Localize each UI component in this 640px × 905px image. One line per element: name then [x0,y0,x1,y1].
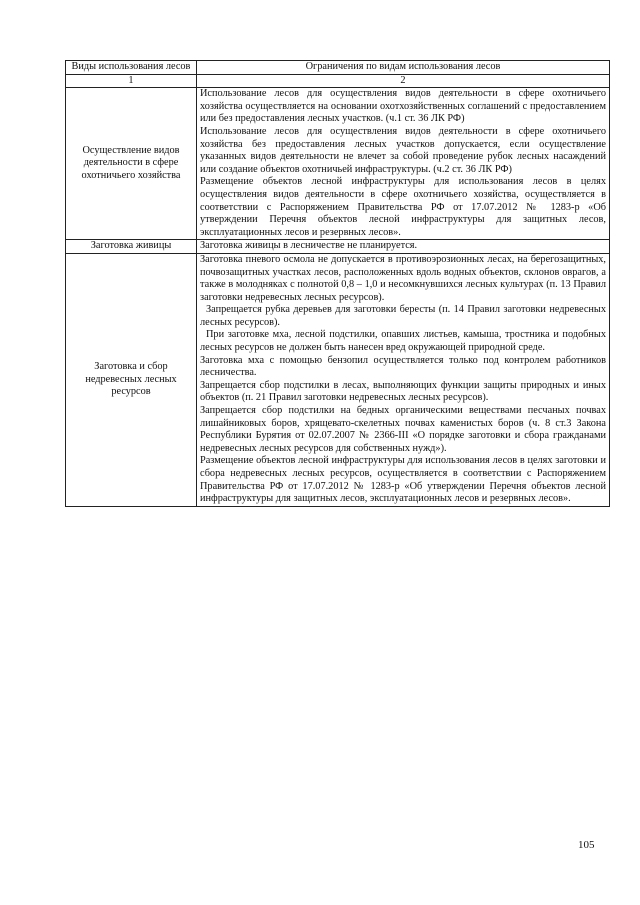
header-forest-use-types: Виды использования лесов [66,61,197,75]
row-type-resin: Заготовка живицы [66,240,197,254]
row-type-non-timber: Заготовка и сбор недревесных лесных ресурсов [66,253,197,506]
column-number-1: 1 [66,74,197,88]
row-restrictions-resin [197,240,610,254]
restriction-paragraph: Размещение объектов лесной инфраструктуры для использования лесов в целях заготовки и сбора недревесных лесных ресурсов, осуществляется в соответствии с Распоряжением Правительства РФ от 17.07.2012 № 1283-р «Об утверждении Перечня объектов лесной инфраструктуры для защитных лесов, эксплуатационных лесов и резервных лесов». [200,455,606,505]
restriction-paragraph: Запрещается рубка деревьев для заготовки бересты (п. 14 Правил заготовки недревесных лесных ресурсов). [200,304,606,328]
restriction-paragraph: Заготовка мха с помощью бензопил осуществляется только под контролем работников лесничества. [200,354,606,379]
restriction-paragraph: Использование лесов для осуществления видов деятельности в сфере охотничьего хозяйства осуществляется на основании охотхозяйственных соглашений с предоставлением или без предоставления лесных участков. (ч.1 ст. 36 ЛК РФ) [200,88,606,125]
row-restrictions-hunting [197,88,610,240]
table-row [66,240,610,254]
restrictions-table [65,60,610,507]
table-header-row [66,61,610,75]
restriction-paragraph: Запрещается сбор подстилки в лесах, выполняющих функции защиты природных и иных объектов (п. 21 Правил заготовки недревесных лесных ресурсов). [200,379,606,404]
row-type-hunting: Осуществление видов деятельности в сфере охотничьего хозяйства [66,88,197,240]
restriction-paragraph: Использование лесов для осуществления видов деятельности в сфере охотничьего хозяйства без предоставления лесных участков допускается, если осуществление указанных видов деятельности не влечет за собой проведение рубок лесных насаждений или создание объектов охотничьей инфраструктуры. (ч.2 ст. 36 ЛК РФ) [200,125,606,175]
column-number-2: 2 [197,74,610,88]
page-number: 105 [578,839,595,851]
table-row [66,253,610,506]
table-numbering-row [66,74,610,88]
restriction-paragraph: Заготовка живицы в лесничестве не планируется. [200,240,418,252]
restriction-paragraph: При заготовке мха, лесной подстилки, опавших листьев, камыша, тростника и подобных лесных ресурсов не должен быть нанесен вред окружающей природной среде. [200,329,606,354]
restriction-paragraph: Размещение объектов лесной инфраструктуры для использования лесов в целях осуществления видов деятельности в сфере охотничьего хозяйства, осуществляется в соответствии с Распоряжением Правительства РФ от 17.07.2012 № 1283-р «Об утверждении Перечня объектов лесной инфраструктуры для защитных лесов, эксплуатационных лесов и резервных лесов». [200,176,606,238]
restriction-paragraph: Заготовка пневого осмола не допускается в противоэрозионных лесах, на берегозащитных, почвозащитных участках лесов, расположенных вдоль водных объектов, склонов оврагов, а также в молодняках с полнотой 0,8 – 1,0 и несомкнувшихся лесных культурах (п. 13 Правил заготовки недревесных лесных ресурсов). [200,253,606,303]
restriction-paragraph: Запрещается сбор подстилки на бедных органическими веществами песчаных почвах лишайниковых боров, хрящевато-скелетных почвах каменистых боров (ч. 8 ст.3 Закона Республики Бурятия от 02.07.2007 № 2366-III «О порядке заготовки и сбора гражданами недревесных лесных ресурсов для собственных нужд»). [200,405,606,454]
header-restrictions: Ограничения по видам использования лесов [197,61,610,75]
row-restrictions-non-timber [197,253,610,506]
table-row [66,88,610,240]
